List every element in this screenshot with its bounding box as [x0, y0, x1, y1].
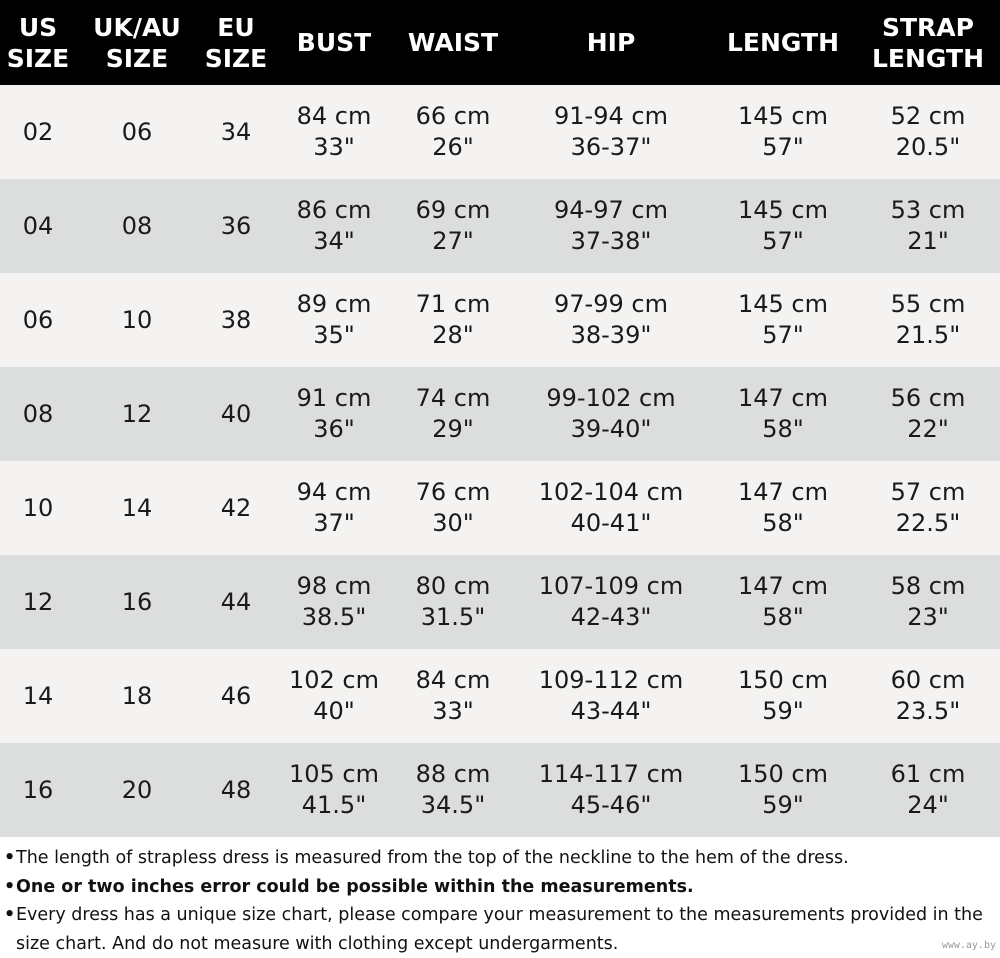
cell-us-size: 16 — [22, 775, 54, 804]
header-strap-length: STRAP LENGTH — [872, 12, 984, 73]
cell-strap-length: 53 cm 21" — [890, 196, 966, 255]
table-row — [0, 555, 1000, 649]
cell-bust: 105 cm 41.5" — [288, 760, 379, 819]
cell-hip: 94-97 cm 37-38" — [554, 196, 668, 255]
cell-strap-length: 61 cm 24" — [890, 760, 966, 819]
note-text: One or two inches error could be possible within the measurements. — [16, 876, 694, 897]
cell-uk-au-size: 10 — [121, 305, 153, 334]
cell-us-size: 04 — [22, 211, 54, 240]
note-text: The length of strapless dress is measured from the top of the neckline to the hem of the dress. — [16, 848, 849, 868]
cell-eu-size: 48 — [220, 775, 252, 804]
cell-hip: 99-102 cm 39-40" — [546, 384, 676, 443]
header-eu-size: EU SIZE — [204, 12, 268, 73]
cell-hip: 114-117 cm 45-46" — [538, 760, 684, 819]
cell-bust: 94 cm 37" — [296, 478, 372, 537]
cell-eu-size: 42 — [220, 493, 252, 522]
cell-length: 147 cm 58" — [737, 572, 828, 631]
cell-us-size: 14 — [22, 681, 54, 710]
cell-waist: 84 cm 33" — [415, 666, 491, 725]
cell-hip: 107-109 cm 42-43" — [538, 572, 684, 631]
header-hip: HIP — [586, 28, 636, 57]
bullet-icon: • — [4, 905, 16, 925]
table-row — [0, 461, 1000, 555]
cell-waist: 66 cm 26" — [415, 102, 491, 161]
bullet-icon: • — [4, 876, 16, 897]
cell-waist: 80 cm 31.5" — [415, 572, 491, 631]
cell-length: 147 cm 58" — [737, 384, 828, 443]
cell-uk-au-size: 06 — [121, 117, 153, 146]
cell-length: 150 cm 59" — [737, 760, 828, 819]
table-row — [0, 367, 1000, 461]
cell-waist: 69 cm 27" — [415, 196, 491, 255]
note-item — [4, 844, 996, 873]
header-us-size: US SIZE — [6, 12, 70, 73]
table-row — [0, 649, 1000, 743]
table-body — [0, 85, 1000, 837]
header-waist: WAIST — [407, 28, 499, 57]
cell-bust: 86 cm 34" — [296, 196, 372, 255]
cell-bust: 91 cm 36" — [296, 384, 372, 443]
cell-bust: 98 cm 38.5" — [296, 572, 372, 631]
cell-us-size: 02 — [22, 117, 54, 146]
cell-strap-length: 58 cm 23" — [890, 572, 966, 631]
cell-eu-size: 46 — [220, 681, 252, 710]
table-row — [0, 179, 1000, 273]
table-row — [0, 273, 1000, 367]
cell-strap-length: 55 cm 21.5" — [890, 290, 966, 349]
header-bust: BUST — [296, 28, 372, 57]
note-item — [4, 901, 996, 958]
cell-waist: 71 cm 28" — [415, 290, 491, 349]
cell-eu-size: 40 — [220, 399, 252, 428]
bullet-icon: • — [4, 848, 16, 868]
cell-uk-au-size: 18 — [121, 681, 153, 710]
cell-strap-length: 57 cm 22.5" — [890, 478, 966, 537]
cell-eu-size: 44 — [220, 587, 252, 616]
cell-bust: 89 cm 35" — [296, 290, 372, 349]
cell-waist: 74 cm 29" — [415, 384, 491, 443]
cell-strap-length: 56 cm 22" — [890, 384, 966, 443]
cell-hip: 109-112 cm 43-44" — [538, 666, 684, 725]
cell-length: 150 cm 59" — [737, 666, 828, 725]
header-length: LENGTH — [727, 28, 839, 57]
table-row — [0, 85, 1000, 179]
cell-us-size: 06 — [22, 305, 54, 334]
table-row — [0, 743, 1000, 837]
cell-us-size: 10 — [22, 493, 54, 522]
table-header-row — [0, 0, 1000, 85]
cell-uk-au-size: 14 — [121, 493, 153, 522]
cell-uk-au-size: 20 — [121, 775, 153, 804]
cell-length: 145 cm 57" — [737, 196, 828, 255]
cell-us-size: 08 — [22, 399, 54, 428]
cell-bust: 84 cm 33" — [296, 102, 372, 161]
cell-strap-length: 52 cm 20.5" — [890, 102, 966, 161]
header-uk-au-size: UK/AU SIZE — [93, 12, 181, 73]
cell-hip: 97-99 cm 38-39" — [554, 290, 668, 349]
cell-bust: 102 cm 40" — [288, 666, 379, 725]
cell-eu-size: 36 — [220, 211, 252, 240]
cell-eu-size: 38 — [220, 305, 252, 334]
note-item — [4, 873, 996, 902]
cell-waist: 76 cm 30" — [415, 478, 491, 537]
cell-us-size: 12 — [22, 587, 54, 616]
cell-strap-length: 60 cm 23.5" — [890, 666, 966, 725]
cell-hip: 102-104 cm 40-41" — [538, 478, 684, 537]
note-text: Every dress has a unique size chart, please compare your measurement to the measurements provided in the size chart. And do not measure with clothing except undergarments. — [16, 905, 983, 954]
notes-list — [4, 844, 996, 958]
cell-uk-au-size: 08 — [121, 211, 153, 240]
cell-length: 147 cm 58" — [737, 478, 828, 537]
cell-length: 145 cm 57" — [737, 102, 828, 161]
cell-uk-au-size: 12 — [121, 399, 153, 428]
cell-length: 145 cm 57" — [737, 290, 828, 349]
cell-uk-au-size: 16 — [121, 587, 153, 616]
cell-hip: 91-94 cm 36-37" — [554, 102, 668, 161]
cell-waist: 88 cm 34.5" — [415, 760, 491, 819]
cell-eu-size: 34 — [220, 117, 252, 146]
watermark: www.ay.by — [941, 940, 996, 951]
